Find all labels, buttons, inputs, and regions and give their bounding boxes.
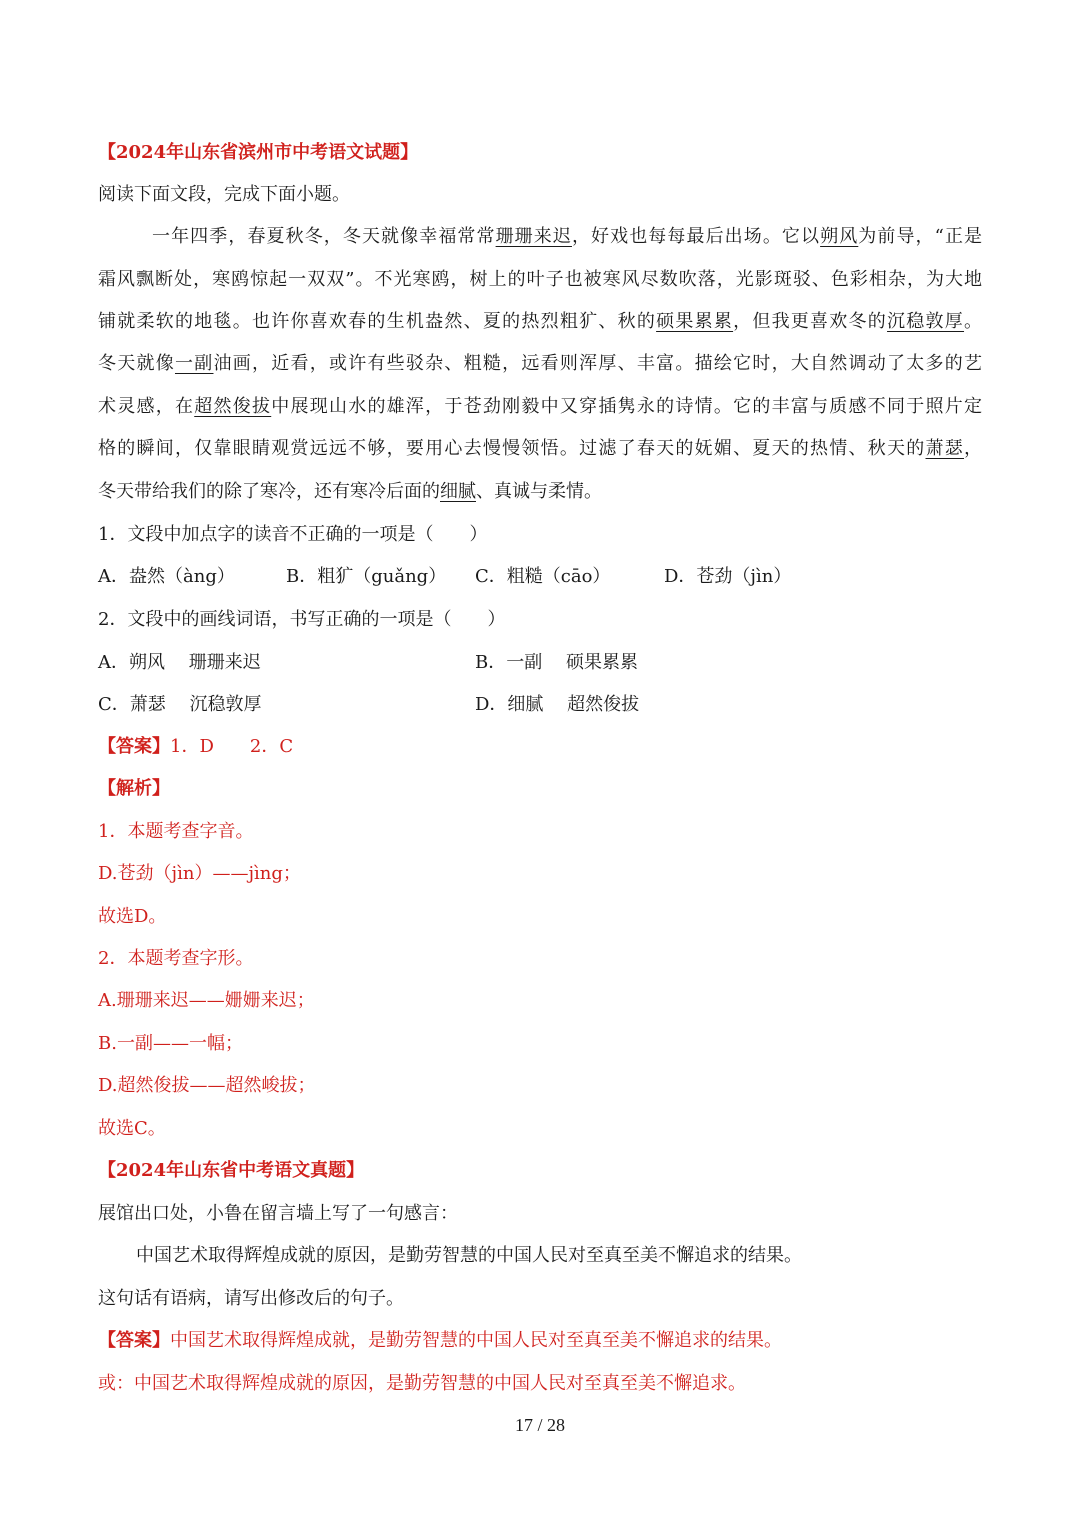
passage-line: 一年四季，春夏秋冬，冬天就像幸福常常珊珊来迟，好戏也每每最后出场。它以朔风为前导，“正是 — [152, 226, 983, 247]
analysis-line: 故选D。 — [98, 906, 167, 927]
underlined-word: 一副 — [174, 353, 214, 374]
answer-value: 中国艺术取得辉煌成就，是勤劳智慧的中国人民对至真至美不懈追求的结果。 — [170, 1330, 782, 1351]
analysis-line: 2．本题考查字形。 — [98, 948, 254, 969]
section-heading: 【2024年山东省中考语文真题】 — [98, 1160, 365, 1181]
instruction: 阅读下面文段，完成下面小题。 — [98, 184, 350, 205]
underlined-word: 珊珊来迟 — [495, 226, 572, 247]
task-text: 这句话有语病，请写出修改后的句子。 — [98, 1288, 404, 1309]
prompt-intro: 展馆出口处，小鲁在留言墙上写了一句感言： — [98, 1203, 458, 1224]
underlined-word: 超然俊拔 — [194, 396, 272, 417]
analysis-label: 【解析】 — [98, 778, 170, 799]
option-a: A．朔风 珊珊来迟 — [98, 652, 261, 673]
option-d: D．苍劲（jìn） — [664, 566, 792, 587]
page-number: 17 / 28 — [514, 1415, 565, 1435]
analysis-line: A.珊珊来迟——姗姗来迟； — [98, 990, 315, 1011]
analysis-line: D.超然俊拔——超然峻拔； — [98, 1075, 316, 1096]
option-a: A．盎然（àng） — [98, 566, 235, 587]
passage-line: 格的瞬间，仅靠眼睛观赏远远不够，要用心去慢慢领悟。过滤了春天的妩媚、夏天的热情、秋天的萧瑟， — [98, 438, 983, 459]
quoted-sentence: 中国艺术取得辉煌成就的原因，是勤劳智慧的中国人民对至真至美不懈追求的结果。 — [136, 1245, 802, 1266]
passage-line: 铺就柔软的地毯。也许你喜欢春的生机盎然、夏的热烈粗犷、秋的硕果累累，但我更喜欢冬的沉稳敦厚。 — [98, 311, 983, 332]
analysis-line: D.苍劲（jìn）——jìng； — [98, 863, 301, 884]
analysis-line: B.一副——一幅； — [98, 1033, 243, 1054]
option-c: C．萧瑟 沉稳敦厚 — [98, 694, 262, 715]
answer-label: 【答案】 — [98, 1330, 170, 1351]
passage-line: 冬天带给我们的除了寒冷，还有寒冷后面的细腻、真诚与柔情。 — [98, 481, 602, 502]
underlined-word: 硕果累累 — [656, 311, 734, 332]
section-heading: 【2024年山东省滨州市中考语文试题】 — [98, 142, 419, 163]
analysis-line: 1．本题考查字音。 — [98, 821, 254, 842]
underlined-word: 沉稳敦厚 — [887, 311, 965, 332]
underlined-word: 朔风 — [820, 226, 859, 247]
option-d: D．细腻 超然俊拔 — [475, 694, 640, 715]
question-1-stem: 1．文段中加点字的读音不正确的一项是（ ） — [98, 524, 488, 545]
underlined-word: 萧瑟 — [925, 438, 965, 459]
option-b: B．一副 硕果累累 — [475, 652, 638, 673]
answer-alternative: 或：中国艺术取得辉煌成就的原因，是勤劳智慧的中国人民对至真至美不懈追求。 — [98, 1373, 746, 1394]
underlined-word: 细腻 — [440, 481, 476, 502]
question-2-stem: 2．文段中的画线词语，书写正确的一项是（ ） — [98, 609, 506, 630]
option-b: B．粗犷（guǎng） — [286, 566, 447, 587]
analysis-line: 故选C。 — [98, 1118, 166, 1139]
passage-line: 术灵感，在超然俊拔中展现山水的雄浑，于苍劲刚毅中又穿插隽永的诗情。它的丰富与质感不同于照片定 — [98, 396, 983, 417]
passage-line: 霜风飘断处，寒鸥惊起一双双”。不光寒鸥，树上的叶子也被寒风尽数吹落，光影斑驳、色彩相杂，为大地 — [98, 269, 982, 290]
answer-line — [98, 1329, 982, 1353]
answer-value: 1．D 2．C — [170, 736, 294, 757]
passage-line: 冬天就像一副油画，近看，或许有些驳杂、粗糙，远看则浑厚、丰富。描绘它时，大自然调动了太多的艺 — [98, 353, 983, 374]
answer-line — [98, 735, 982, 759]
answer-label: 【答案】 — [98, 736, 170, 757]
option-c: C．粗糙（cāo） — [475, 566, 611, 587]
